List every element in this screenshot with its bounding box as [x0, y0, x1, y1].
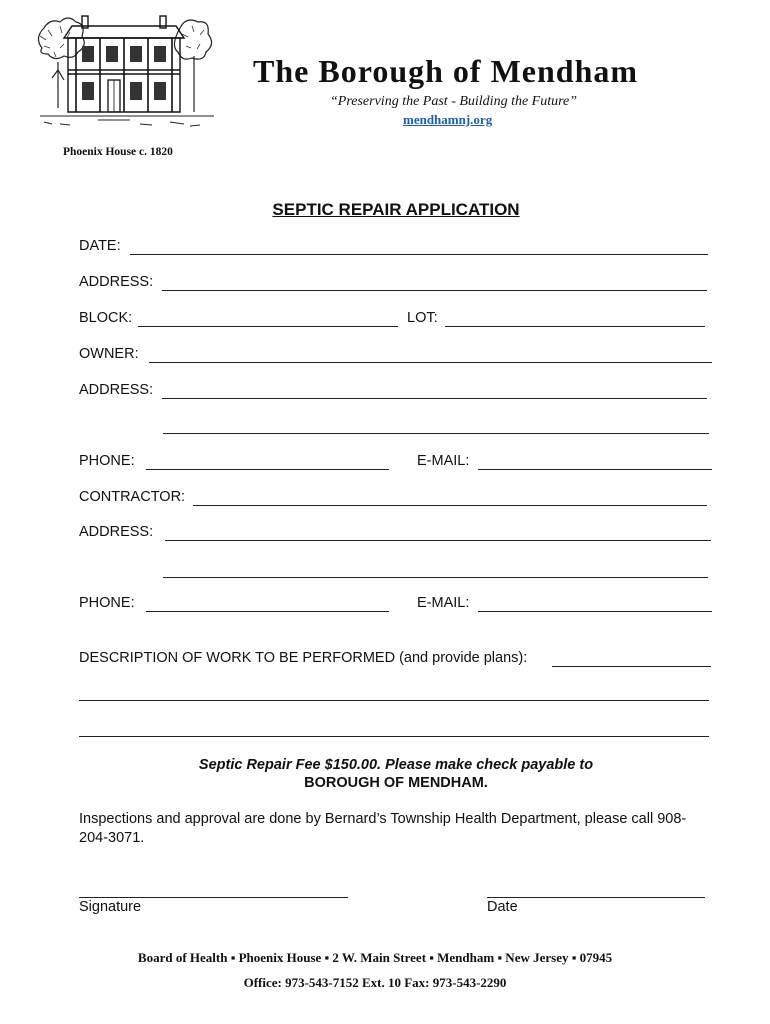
borough-motto: “Preserving the Past - Building the Future” — [330, 94, 578, 109]
owner-phone-field[interactable] — [146, 469, 389, 470]
lot-label: LOT: — [407, 310, 438, 326]
contractor-field[interactable] — [193, 505, 707, 506]
contractor-address-label: ADDRESS: — [79, 524, 154, 540]
description-field[interactable] — [552, 666, 711, 667]
image-caption: Phoenix House c. 1820 — [63, 146, 173, 158]
contractor-email-label: E-MAIL: — [417, 595, 470, 611]
contractor-label: CONTRACTOR: — [79, 489, 186, 505]
inspection-note: Inspections and approval are done by Bernard’s Township Health Department, please call 908-204-3071. — [79, 811, 687, 846]
contractor-address-field-line2[interactable] — [163, 577, 708, 578]
signature-label: Signature — [79, 899, 142, 915]
date-label: DATE: — [79, 238, 121, 254]
contractor-phone-label: PHONE: — [79, 595, 135, 611]
description-field-line3[interactable] — [79, 736, 709, 737]
website-link[interactable]: mendhamnj.org — [403, 112, 493, 127]
footer-address: Board of Health ▪ Phoenix House ▪ 2 W. Main Street ▪ Mendham ▪ New Jersey ▪ 07945 — [137, 950, 613, 965]
signature-date-label: Date — [487, 899, 518, 915]
description-field-line2[interactable] — [79, 700, 709, 701]
phoenix-house-illustration — [30, 8, 220, 138]
block-label: BLOCK: — [79, 310, 133, 326]
owner-email-field[interactable] — [478, 469, 712, 470]
fee-payee: BOROUGH OF MENDHAM. — [304, 775, 488, 791]
block-field[interactable] — [138, 326, 398, 327]
owner-address-field-line2[interactable] — [163, 433, 709, 434]
description-label: DESCRIPTION OF WORK TO BE PERFORMED (and provide plans): — [79, 650, 528, 666]
address-label: ADDRESS: — [79, 274, 154, 290]
owner-field[interactable] — [149, 362, 712, 363]
lot-field[interactable] — [445, 326, 705, 327]
date-field[interactable] — [130, 254, 708, 255]
contractor-address-field[interactable] — [165, 540, 711, 541]
owner-address-field[interactable] — [162, 398, 707, 399]
contractor-phone-field[interactable] — [146, 611, 389, 612]
signature-field[interactable] — [79, 897, 348, 898]
address-field[interactable] — [162, 290, 707, 291]
form-heading: SEPTIC REPAIR APPLICATION — [272, 200, 520, 219]
contractor-email-field[interactable] — [478, 611, 712, 612]
fee-notice: Septic Repair Fee $150.00. Please make check payable to — [198, 757, 594, 773]
page-title: The Borough of Mendham — [253, 53, 639, 89]
footer-contact: Office: 973-543-7152 Ext. 10 Fax: 973-543-2290 — [243, 975, 507, 990]
owner-phone-label: PHONE: — [79, 453, 135, 469]
owner-email-label: E-MAIL: — [417, 453, 470, 469]
signature-date-field[interactable] — [487, 897, 705, 898]
owner-address-label: ADDRESS: — [79, 382, 154, 398]
owner-label: OWNER: — [79, 346, 139, 362]
